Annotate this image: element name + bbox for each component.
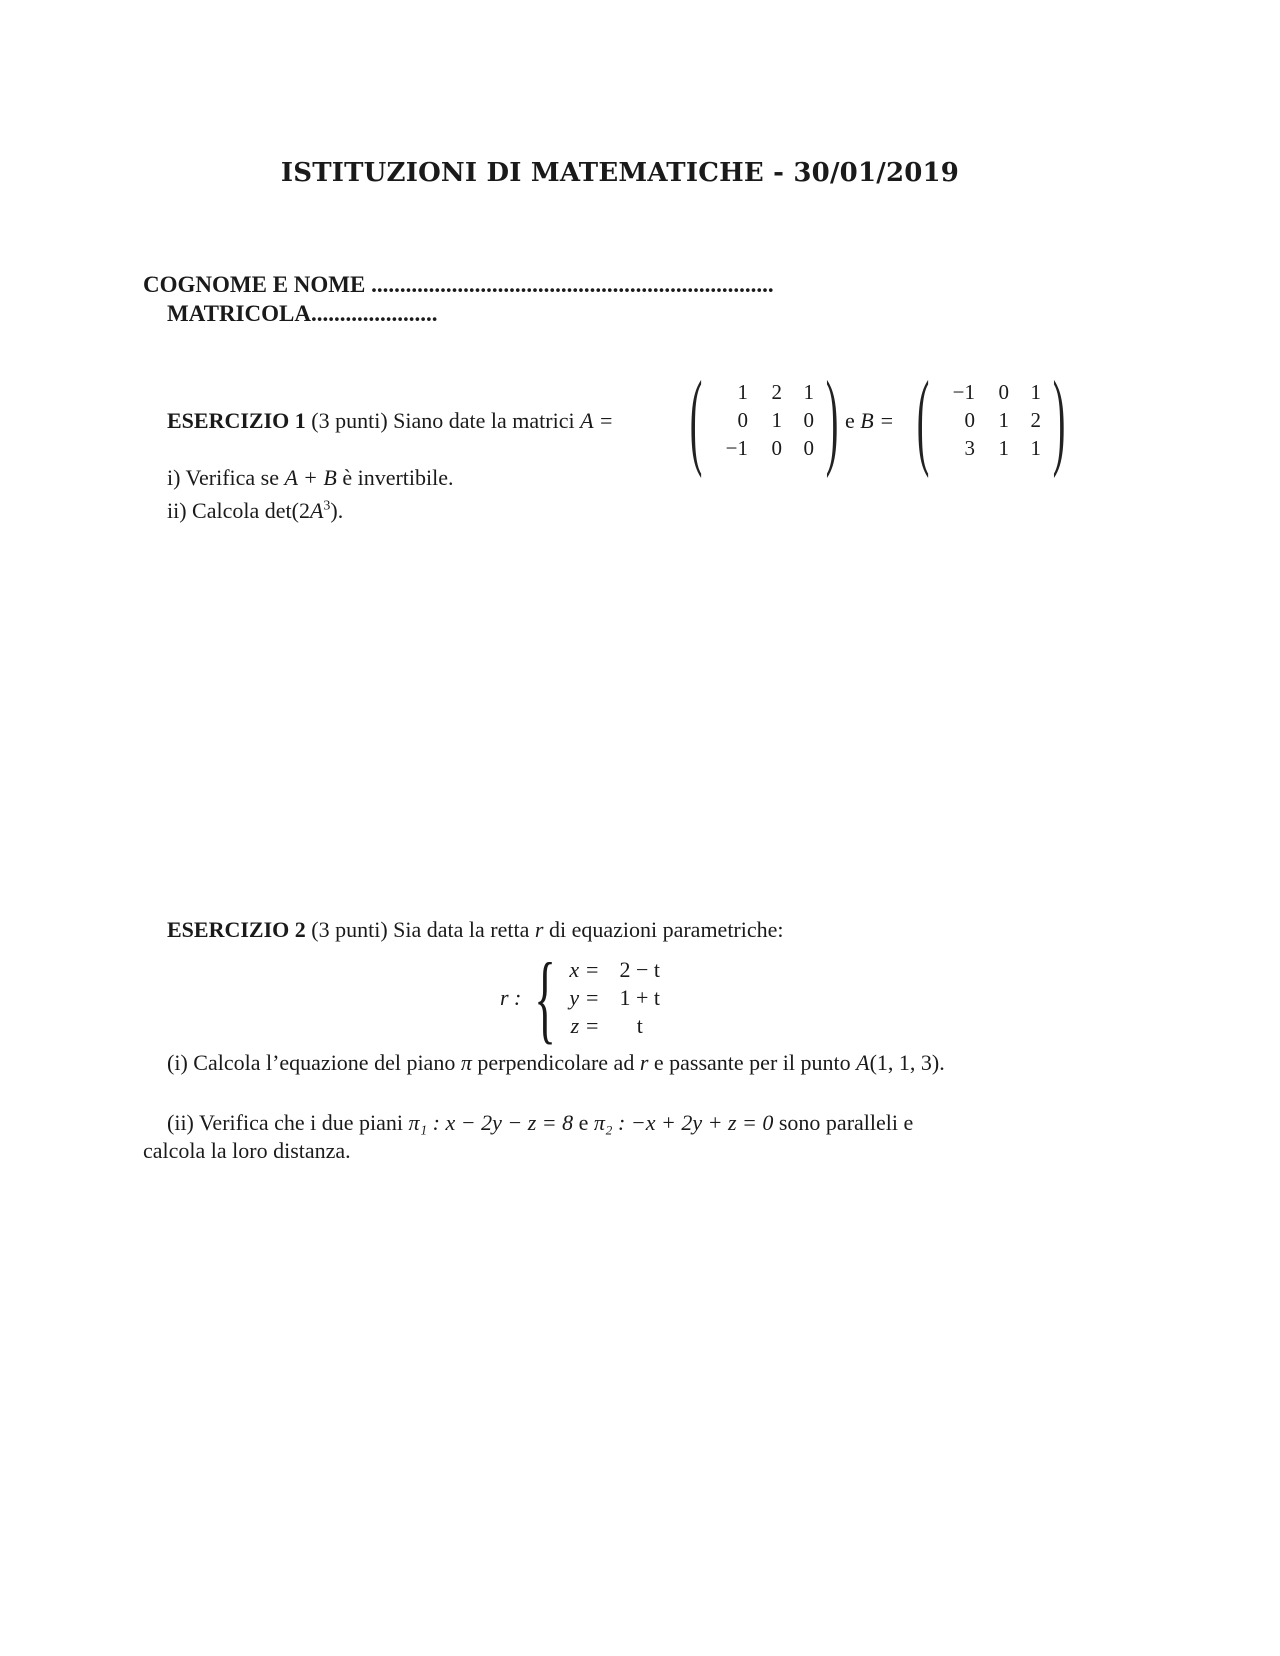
- question-1-suffix: è invertibile.: [342, 465, 454, 490]
- matrix-a-cell: 1: [771, 408, 782, 432]
- exercise-1-question-2: [167, 498, 343, 524]
- matrix-a-cell: 0: [803, 408, 814, 432]
- equation-rhs: 2 − t: [619, 957, 661, 982]
- ex2-q1-pi: π: [460, 1050, 472, 1075]
- exercise-2-intro-a: Sia data la retta: [393, 917, 530, 942]
- ex2-q1-text-c: e passante per il punto: [653, 1050, 851, 1075]
- right-paren-icon: ): [825, 360, 839, 479]
- matrix-a-cell: 2: [771, 380, 782, 404]
- matricola-field: MATRICOLA......................: [167, 301, 438, 326]
- question-1-math: A + B: [284, 465, 337, 490]
- ex2-q2-text-b: sono paralleli e: [778, 1110, 914, 1135]
- exercise-2-heading: ESERCIZIO 2: [167, 917, 306, 942]
- equation-lhs: y =: [569, 985, 600, 1010]
- matrix-b-grid: [941, 378, 1041, 462]
- exercise-2-points: (3 punti): [311, 917, 388, 942]
- ex2-q1-r: r: [639, 1050, 649, 1075]
- and-text: e: [845, 408, 855, 433]
- left-paren-icon: (: [689, 360, 703, 479]
- matrix-a: [678, 360, 850, 479]
- equation-rhs: t: [636, 1013, 643, 1038]
- page-title: ISTITUZIONI DI MATEMATICHE - 30/01/2019: [280, 158, 960, 188]
- matrix-a-cell: 1: [737, 380, 748, 404]
- ex2-q2-text-a: (ii) Verifica che i due piani: [167, 1110, 403, 1135]
- matrix-b-label: B =: [860, 408, 895, 433]
- question-2-exponent: 3: [323, 498, 331, 514]
- ex2-q1-text-a: (i) Calcola l’equazione del piano: [167, 1050, 456, 1075]
- left-brace-icon: {: [534, 942, 557, 1053]
- matrix-a-cell: 0: [737, 408, 748, 432]
- matrix-b-cell: 1: [1030, 380, 1041, 404]
- system-equations: [569, 956, 660, 1040]
- exercise-2-intro-b: di equazioni parametriche:: [548, 917, 784, 942]
- ex2-q2-and: e: [578, 1110, 589, 1135]
- exercise-1-intro: [167, 408, 614, 434]
- matrix-a-cell: −1: [725, 436, 748, 460]
- name-field: COGNOME E NOME ......................................................................: [143, 272, 774, 297]
- exercise-1-intro-text: Siano date la matrici: [393, 408, 575, 433]
- ex2-q2-plane-2: π₂ : −x + 2y + z = 0: [593, 1110, 774, 1135]
- exercise-1-points: (3 punti): [311, 408, 388, 433]
- matrix-b: [905, 360, 1077, 479]
- question-1-prefix: i) Verifica se: [167, 465, 279, 490]
- equation-lhs: z =: [570, 1013, 600, 1038]
- ex2-q2-plane-1: π₁ : x − 2y − z = 8: [408, 1110, 574, 1135]
- exercise-2-question-2-line-1: [167, 1110, 913, 1136]
- exercise-2-intro: [167, 917, 784, 943]
- matrix-b-cell: 1: [998, 436, 1009, 460]
- equation-lhs: x =: [569, 957, 600, 982]
- exercise-2-question-2-line-2: calcola la loro distanza.: [143, 1138, 351, 1163]
- exercise-2-intro-var: r: [534, 917, 544, 942]
- matrix-b-cell: 3: [964, 436, 975, 460]
- matrix-a-cell: 0: [771, 436, 782, 460]
- matrix-a-label: A =: [580, 408, 614, 433]
- left-paren-icon: (: [916, 360, 930, 479]
- matrix-b-cell: 0: [964, 408, 975, 432]
- matrix-a-cell: 0: [803, 436, 814, 460]
- exercise-1-heading: ESERCIZIO 1: [167, 408, 306, 433]
- system-label: r :: [500, 985, 522, 1010]
- exercise-2-question-1: [167, 1050, 945, 1076]
- ex2-q1-point: A: [856, 1050, 870, 1075]
- matrix-b-cell: 2: [1030, 408, 1041, 432]
- equation-rhs: 1 + t: [619, 985, 661, 1010]
- ex2-q1-coords: (1, 1, 3).: [869, 1050, 945, 1075]
- matrix-b-cell: 0: [998, 380, 1009, 404]
- question-2-prefix: ii) Calcola det(2: [167, 498, 310, 523]
- matrix-b-cell: 1: [1030, 436, 1041, 460]
- matrix-b-cell: 1: [998, 408, 1009, 432]
- ex2-q1-text-b: perpendicolare ad: [477, 1050, 635, 1075]
- parametric-system: [500, 942, 661, 1053]
- question-2-var: A: [309, 498, 324, 523]
- right-paren-icon: ): [1052, 360, 1066, 479]
- matrix-a-grid: [714, 378, 814, 462]
- matrix-a-cell: 1: [803, 380, 814, 404]
- question-2-suffix: ).: [330, 498, 344, 523]
- matrix-b-intro: [845, 408, 894, 434]
- matrix-b-cell: −1: [952, 380, 975, 404]
- exercise-1-question-1: [167, 465, 454, 491]
